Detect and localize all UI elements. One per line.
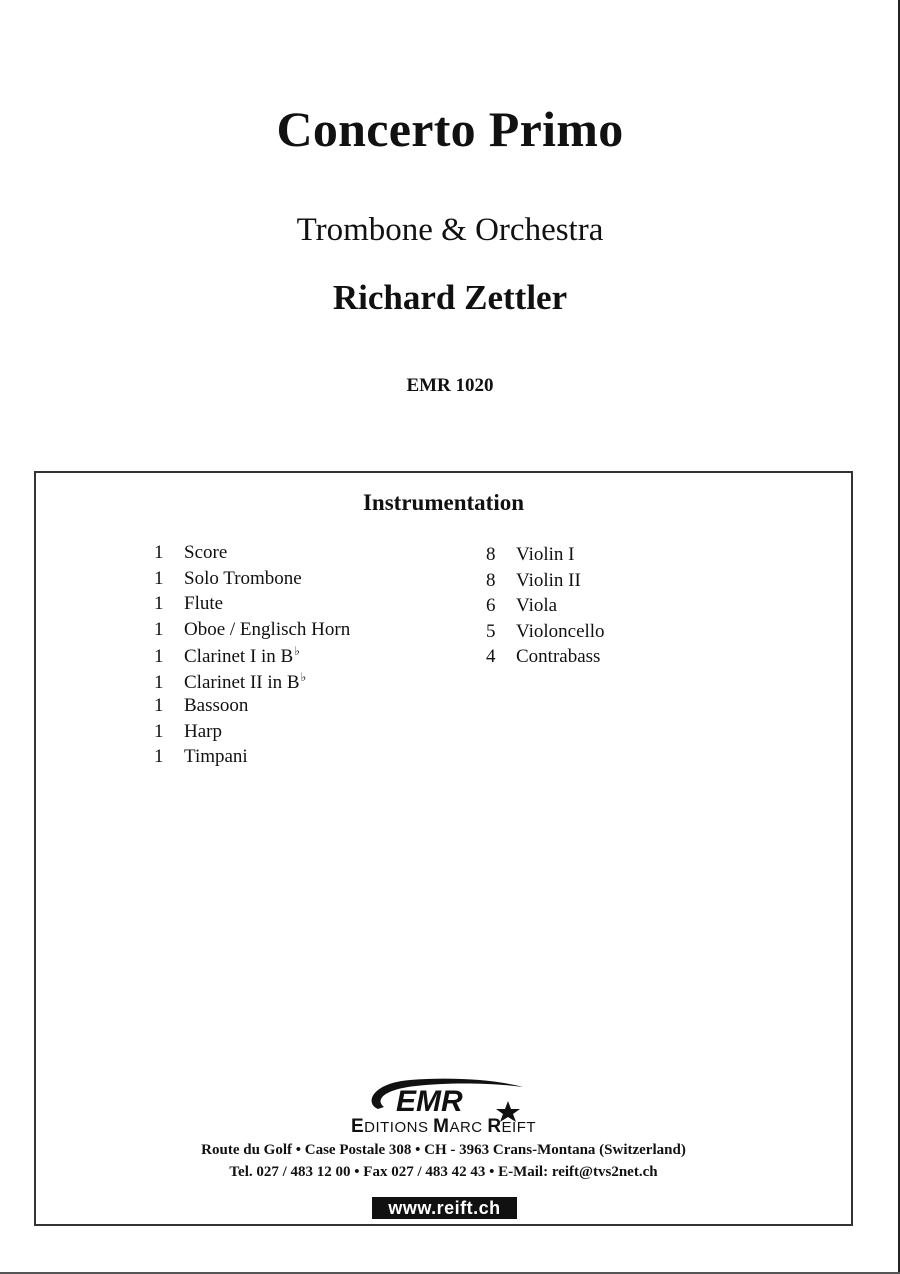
logo-text: EMR <box>396 1085 463 1118</box>
instrumentation-box <box>34 471 853 1226</box>
catalog-number: EMR 1020 <box>406 375 494 396</box>
instrument-qty: 5 <box>486 620 496 642</box>
instrument-row <box>486 646 605 672</box>
instrument-row <box>154 542 350 568</box>
instrumentation-heading: Instrumentation <box>362 490 524 515</box>
instrument-row <box>154 568 350 594</box>
instrument-name: Bassoon <box>184 695 249 716</box>
page-title: Concerto Primo <box>276 101 624 157</box>
instrument-qty: 8 <box>486 544 496 565</box>
instrument-qty: 6 <box>486 595 496 616</box>
instrument-name: Harp <box>184 720 222 742</box>
instrument-qty: 4 <box>486 646 496 667</box>
composer-name: Richard Zettler <box>332 278 568 317</box>
instrument-name: Score <box>184 542 228 563</box>
publisher-name <box>36 1116 851 1138</box>
publisher-contact: Tel. 027 / 483 12 00 • Fax 027 / 483 42 43 • E-Mail: reift@tvs2net.ch <box>229 1164 658 1180</box>
instrument-qty: 1 <box>154 593 164 614</box>
instrument-name: Violin II <box>516 569 581 591</box>
instrument-name: Clarinet II in B <box>184 671 300 693</box>
instrument-row <box>486 621 605 647</box>
instrument-name: Clarinet I in B <box>184 646 294 667</box>
instrument-row <box>486 595 605 621</box>
instrument-row <box>154 619 350 645</box>
instrument-qty: 8 <box>486 569 496 591</box>
instrument-qty: 1 <box>154 746 164 767</box>
instrument-row <box>486 544 605 570</box>
instrument-name: Viola <box>516 595 558 616</box>
instrument-qty: 1 <box>154 646 164 667</box>
publisher-word: EIFT <box>501 1119 537 1136</box>
publisher-word: DITIONS <box>364 1119 434 1136</box>
publisher-initial: E <box>350 1116 365 1137</box>
publisher-website[interactable]: www.reift.ch <box>372 1197 517 1219</box>
instrument-list-right <box>486 544 605 672</box>
instrument-qty: 1 <box>154 618 164 640</box>
instrument-name: Violin I <box>516 544 575 565</box>
instrument-row <box>154 746 350 772</box>
instrument-name: Timpani <box>184 746 248 767</box>
instrument-qty: 1 <box>154 695 164 716</box>
instrument-row <box>154 593 350 619</box>
instrument-qty: 1 <box>154 720 164 742</box>
instrument-row <box>154 695 350 721</box>
instrument-row <box>486 570 605 596</box>
publisher-initial: M <box>433 1116 450 1137</box>
instrument-qty: 1 <box>154 671 164 693</box>
instrument-name: Oboe / Englisch Horn <box>184 618 351 640</box>
publisher-word: ARC <box>449 1119 488 1136</box>
publisher-address: Route du Golf • Case Postale 308 • CH - 3963 Crans-Montana (Switzerland) <box>201 1142 686 1158</box>
instrument-list-left <box>154 542 350 772</box>
instrument-name: Solo Trombone <box>184 567 302 589</box>
instrument-qty: 1 <box>154 567 164 589</box>
publisher-initial: R <box>487 1116 502 1137</box>
subtitle: Trombone & Orchestra <box>296 212 604 248</box>
instrument-qty: 1 <box>154 542 164 563</box>
instrument-row <box>154 644 350 670</box>
instrument-row <box>154 670 350 696</box>
instrument-row <box>154 721 350 747</box>
instrument-name: Flute <box>184 593 224 614</box>
instrument-name: Violoncello <box>516 620 605 642</box>
instrument-name: Contrabass <box>516 646 601 667</box>
flat-symbol: ♭ <box>294 644 300 658</box>
flat-symbol: ♭ <box>300 669 307 684</box>
